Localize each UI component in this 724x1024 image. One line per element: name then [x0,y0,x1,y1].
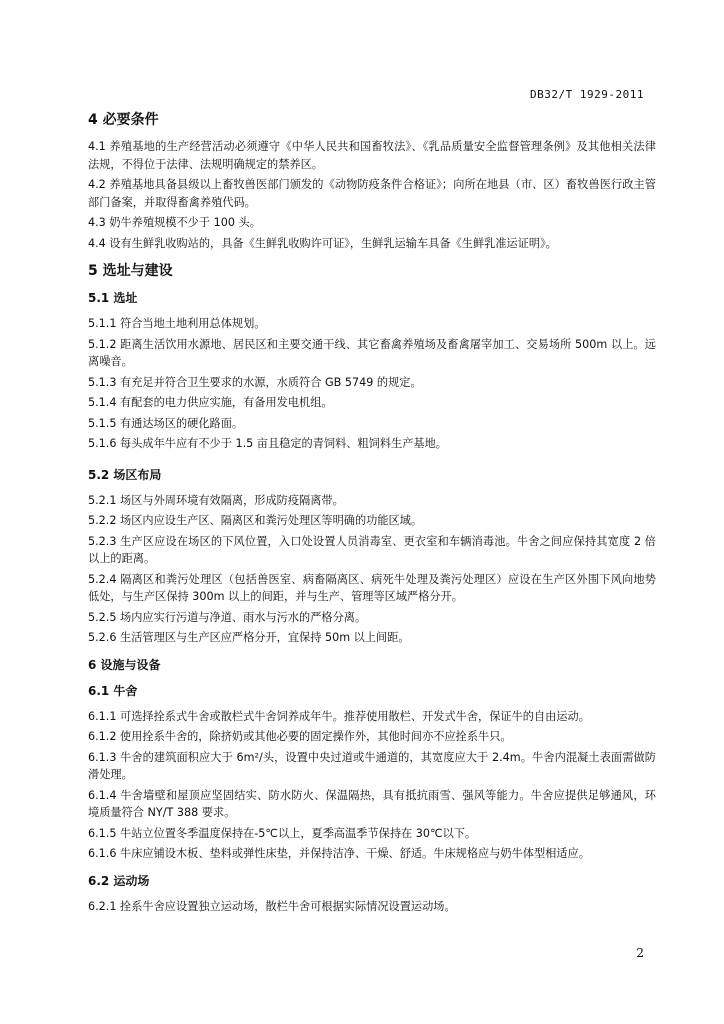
clause-5-2-2: 5.2.2 场区内应设生产区、隔离区和粪污处理区等明确的功能区域。 [88,514,423,527]
clause-6-1-1: 6.1.1 可选择拴系式牛舍或散栏式牛舍饲养成年牛。推荐使用散栏、开发式牛舍，保证牛的自由运动。 [88,709,590,723]
clause-5-1-1: 5.1.1 符合当地土地利用总体规划。 [88,317,266,330]
clause-4-1: 4.1 养殖基地的生产经营活动必须遵守《中华人民共和国畜牧法》、《乳品质量安全监督管理条例》及其他相关法律法规，不得位于法律、法规明确规定的禁养区。 [88,140,656,171]
clause-5-1-5: 5.1.5 有通达场区的硬化路面。 [88,416,244,430]
section-5-title: 5 选址与建设 [88,263,173,279]
clause-6-1-3: 6.1.3 牛舍的建筑面积应大于 6m²/头，设置中央过道或牛通道的，其宽度应大于 2.4m。牛舍内混凝土表面需做防滑处理。 [88,750,656,781]
clause-6-1-4: 6.1.4 牛舍墙壁和屋顶应坚固结实、防水防火、保温隔热，具有抵抗雨雪、强风等能力。牛舍应提供足够通风，环境质量符合 NY/T 388 要求。 [88,788,656,819]
clause-5-2-5: 5.2.5 场内应实行污道与净道、雨水与污水的严格分离。 [88,610,367,624]
subsection-6-1-title: 6.1 牛舍 [88,683,138,698]
clause-5-2-4: 5.2.4 隔离区和粪污处理区（包括兽医室、病畜隔离区、病死牛处理及粪污处理区）应设在生产区外围下风向地势低处，与生产区保持 300m 以上的间距，并与生产、管理等区域严格分开。 [88,572,656,603]
clause-6-1-2: 6.1.2 使用拴系牛舍的，除挤奶或其他必要的固定操作外，其他时间亦不应拴系牛只。 [88,730,512,743]
subsection-5-2-title: 5.2 场区布局 [88,467,162,482]
clause-5-1-6: 5.1.6 每头成年牛应有不少于 1.5 亩且稳定的青饲料、粗饲料生产基地。 [88,437,447,450]
clause-5-1-3: 5.1.3 有充足并符合卫生要求的水源，水质符合 GB 5749 的规定。 [88,375,422,389]
section-6-title: 6 设施与设备 [88,657,161,672]
clause-6-1-5: 6.1.5 牛站立位置冬季温度保持在-5℃以上，夏季高温季节保持在 30℃以下。 [88,826,477,840]
clause-5-1-4: 5.1.4 有配套的电力供应实施，有备用发电机组。 [88,396,333,409]
clause-6-2-1: 6.2.1 拴系牛舍应设置独立运动场，散栏牛舍可根据实际情况设置运动场。 [88,899,456,913]
standard-code: DB32/T 1929-2011 [530,88,644,101]
clause-4-4: 4.4 设有生鲜乳收购站的，具备《生鲜乳收购许可证》，生鲜乳运输车具备《生鲜乳准运证明》。 [88,236,557,250]
clause-5-2-6: 5.2.6 生活管理区与生产区应严格分开，宜保持 50m 以上间距。 [88,631,410,644]
subsection-6-2-title: 6.2 运动场 [88,873,150,888]
clause-5-2-3: 5.2.3 生产区应设在场区的下风位置，入口处设置人员消毒室、更衣室和车辆消毒池。牛舍之间应保持其宽度 2 倍以上的距离。 [88,534,656,565]
section-4-title: 4 必要条件 [88,112,159,128]
clause-4-3: 4.3 奶牛养殖规模不少于 100 头。 [88,216,261,229]
clause-4-2: 4.2 养殖基地具备县级以上畜牧兽医部门颁发的《动物防疫条件合格证》；向所在地县（市、区）畜牧兽医行政主管部门备案，并取得畜禽养殖代码。 [88,178,656,209]
page-number: 2 [636,946,644,960]
page-content [88,110,656,918]
clause-5-2-1: 5.2.1 场区与外周环境有效隔离，形成防疫隔离带。 [88,493,344,507]
clause-6-1-6: 6.1.6 牛床应铺设木板、垫料或弹性床垫，并保持洁净、干燥、舒适。牛床规格应与奶牛体型相适应。 [88,847,590,860]
clause-5-1-2: 5.1.2 距离生活饮用水源地、居民区和主要交通干线、其它畜禽养殖场及畜禽屠宰加工、交易场所 500m 以上。远离噪音。 [88,337,656,368]
subsection-5-1-title: 5.1 选址 [88,291,138,305]
